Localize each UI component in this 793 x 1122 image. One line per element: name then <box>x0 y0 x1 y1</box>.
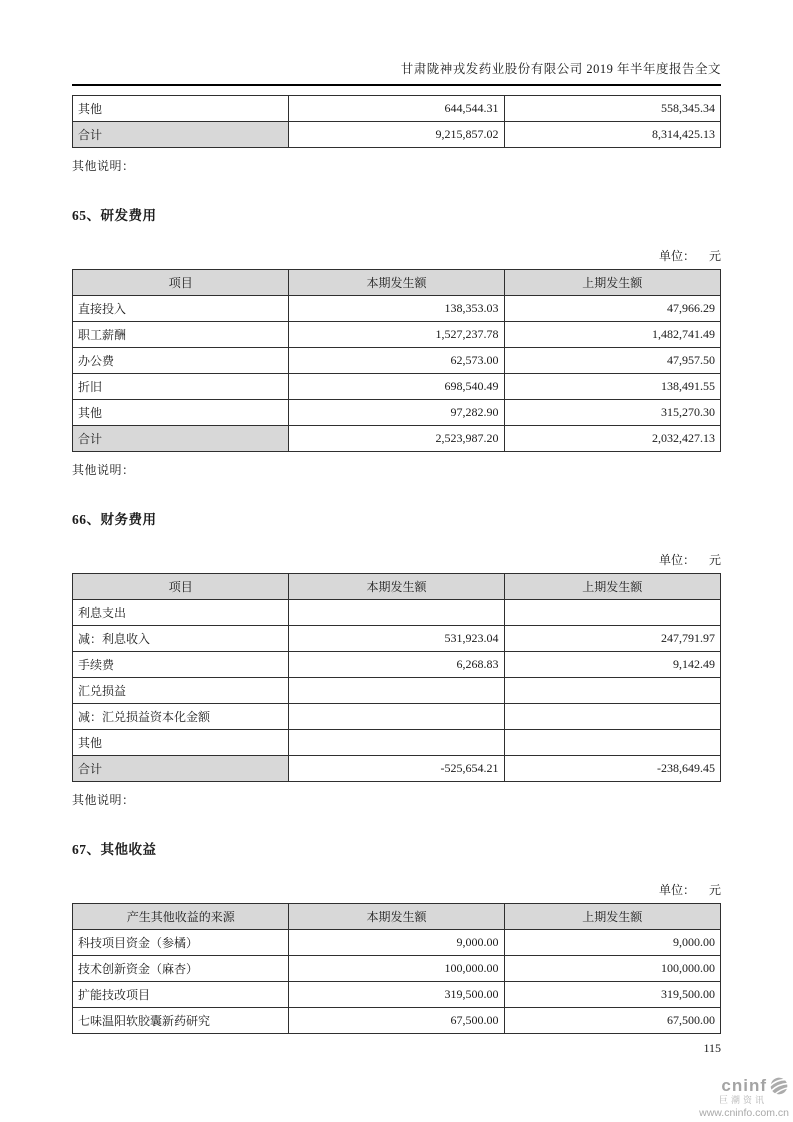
unit-prefix: 单位： <box>658 883 695 897</box>
table-header-row <box>73 904 721 930</box>
prior-period-value: 47,966.29 <box>504 296 720 322</box>
cninfo-logo <box>679 1076 789 1119</box>
prior-period-value <box>504 600 720 626</box>
prior-period-value: 9,000.00 <box>504 930 720 956</box>
prior-period-value <box>504 704 720 730</box>
unit-line <box>72 247 721 264</box>
table-row <box>73 96 721 122</box>
current-period-value: 97,282.90 <box>289 400 504 426</box>
total-label: 合计 <box>73 756 289 782</box>
column-header-item: 项目 <box>73 574 289 600</box>
current-period-total: -525,654.21 <box>289 756 504 782</box>
row-label: 折旧 <box>73 374 289 400</box>
prior-period-value: 1,482,741.49 <box>504 322 720 348</box>
current-period-value: 698,540.49 <box>289 374 504 400</box>
table-header-row <box>73 574 721 600</box>
table-row <box>73 1008 721 1034</box>
total-label: 合计 <box>73 426 289 452</box>
row-label: 办公费 <box>73 348 289 374</box>
row-label: 汇兑损益 <box>73 678 289 704</box>
section-title-67: 67、其他收益 <box>72 842 157 857</box>
current-period-value: 138,353.03 <box>289 296 504 322</box>
prior-period-value: 9,142.49 <box>504 652 720 678</box>
unit-line <box>72 881 721 898</box>
current-period-value: 67,500.00 <box>289 1008 504 1034</box>
prior-period-total: 2,032,427.13 <box>504 426 720 452</box>
table-row <box>73 348 721 374</box>
row-label: 其他 <box>73 730 289 756</box>
prior-period-value <box>504 678 720 704</box>
table-row <box>73 322 721 348</box>
row-label: 利息支出 <box>73 600 289 626</box>
expense-continuation-table <box>72 95 721 148</box>
cninfo-logo-text: cninf <box>721 1075 767 1095</box>
other-note-label: 其他说明： <box>72 463 135 477</box>
row-label: 其他 <box>73 96 289 122</box>
prior-period-value: 47,957.50 <box>504 348 720 374</box>
column-header-prior: 上期发生额 <box>504 904 720 930</box>
prior-period-value: 67,500.00 <box>504 1008 720 1034</box>
column-header-current: 本期发生额 <box>289 574 504 600</box>
table-row <box>73 982 721 1008</box>
unit-prefix: 单位： <box>658 553 695 567</box>
current-period-value <box>289 704 504 730</box>
table-row <box>73 956 721 982</box>
current-period-value <box>289 678 504 704</box>
table-row <box>73 930 721 956</box>
current-period-value: 6,268.83 <box>289 652 504 678</box>
prior-period-value <box>504 730 720 756</box>
table-row <box>73 296 721 322</box>
current-period-value <box>289 730 504 756</box>
financial-expense-table <box>72 573 721 782</box>
page-content <box>72 95 721 1034</box>
unit-prefix: 单位： <box>658 249 695 263</box>
cninfo-logo-chinese-name: 巨潮资讯 <box>718 1095 767 1105</box>
prior-period-value: 315,270.30 <box>504 400 720 426</box>
page-number: 115 <box>703 1041 721 1055</box>
row-label: 七味温阳软胶囊新药研究 <box>73 1008 289 1034</box>
current-period-value: 644,544.31 <box>289 96 504 122</box>
table-total-row <box>73 122 721 148</box>
unit-value: 元 <box>708 883 721 897</box>
column-header-source: 产生其他收益的来源 <box>73 904 289 930</box>
table-row <box>73 626 721 652</box>
prior-period-value: 138,491.55 <box>504 374 720 400</box>
other-income-table <box>72 903 721 1034</box>
column-header-current: 本期发生额 <box>289 904 504 930</box>
prior-period-total: 8,314,425.13 <box>504 122 720 148</box>
total-label: 合计 <box>73 122 289 148</box>
prior-period-total: -238,649.45 <box>504 756 720 782</box>
table-row <box>73 374 721 400</box>
current-period-value: 9,000.00 <box>289 930 504 956</box>
current-period-value: 62,573.00 <box>289 348 504 374</box>
row-label: 直接投入 <box>73 296 289 322</box>
section-title-66: 66、财务费用 <box>72 512 157 527</box>
report-header-title: 甘肃陇神戎发药业股份有限公司 2019 年半年度报告全文 <box>72 59 721 86</box>
current-period-value: 1,527,237.78 <box>289 322 504 348</box>
prior-period-value: 100,000.00 <box>504 956 720 982</box>
table-row <box>73 652 721 678</box>
table-row <box>73 730 721 756</box>
cninfo-swirl-icon <box>769 1076 789 1096</box>
current-period-value: 319,500.00 <box>289 982 504 1008</box>
prior-period-value: 247,791.97 <box>504 626 720 652</box>
row-label: 减：汇兑损益资本化金额 <box>73 704 289 730</box>
table-total-row <box>73 426 721 452</box>
rd-expense-table <box>72 269 721 452</box>
column-header-prior: 上期发生额 <box>504 270 720 296</box>
cninfo-logo-url: www.cninfo.com.cn <box>699 1106 789 1119</box>
unit-value: 元 <box>708 249 721 263</box>
column-header-prior: 上期发生额 <box>504 574 720 600</box>
row-label: 职工薪酬 <box>73 322 289 348</box>
prior-period-value: 558,345.34 <box>504 96 720 122</box>
row-label: 减：利息收入 <box>73 626 289 652</box>
column-header-current: 本期发生额 <box>289 270 504 296</box>
row-label: 科技项目资金（参橘） <box>73 930 289 956</box>
unit-value: 元 <box>708 553 721 567</box>
row-label: 扩能技改项目 <box>73 982 289 1008</box>
prior-period-value: 319,500.00 <box>504 982 720 1008</box>
current-period-value: 100,000.00 <box>289 956 504 982</box>
other-note-label: 其他说明： <box>72 793 135 807</box>
row-label: 技术创新资金（麻杏） <box>73 956 289 982</box>
table-row <box>73 400 721 426</box>
section-title-65: 65、研发费用 <box>72 208 157 223</box>
unit-line <box>72 551 721 568</box>
other-note-label: 其他说明： <box>72 159 135 173</box>
current-period-value <box>289 600 504 626</box>
table-row <box>73 600 721 626</box>
current-period-total: 2,523,987.20 <box>289 426 504 452</box>
table-row <box>73 704 721 730</box>
row-label: 手续费 <box>73 652 289 678</box>
table-total-row <box>73 756 721 782</box>
current-period-total: 9,215,857.02 <box>289 122 504 148</box>
table-header-row <box>73 270 721 296</box>
row-label: 其他 <box>73 400 289 426</box>
table-row <box>73 678 721 704</box>
column-header-item: 项目 <box>73 270 289 296</box>
current-period-value: 531,923.04 <box>289 626 504 652</box>
